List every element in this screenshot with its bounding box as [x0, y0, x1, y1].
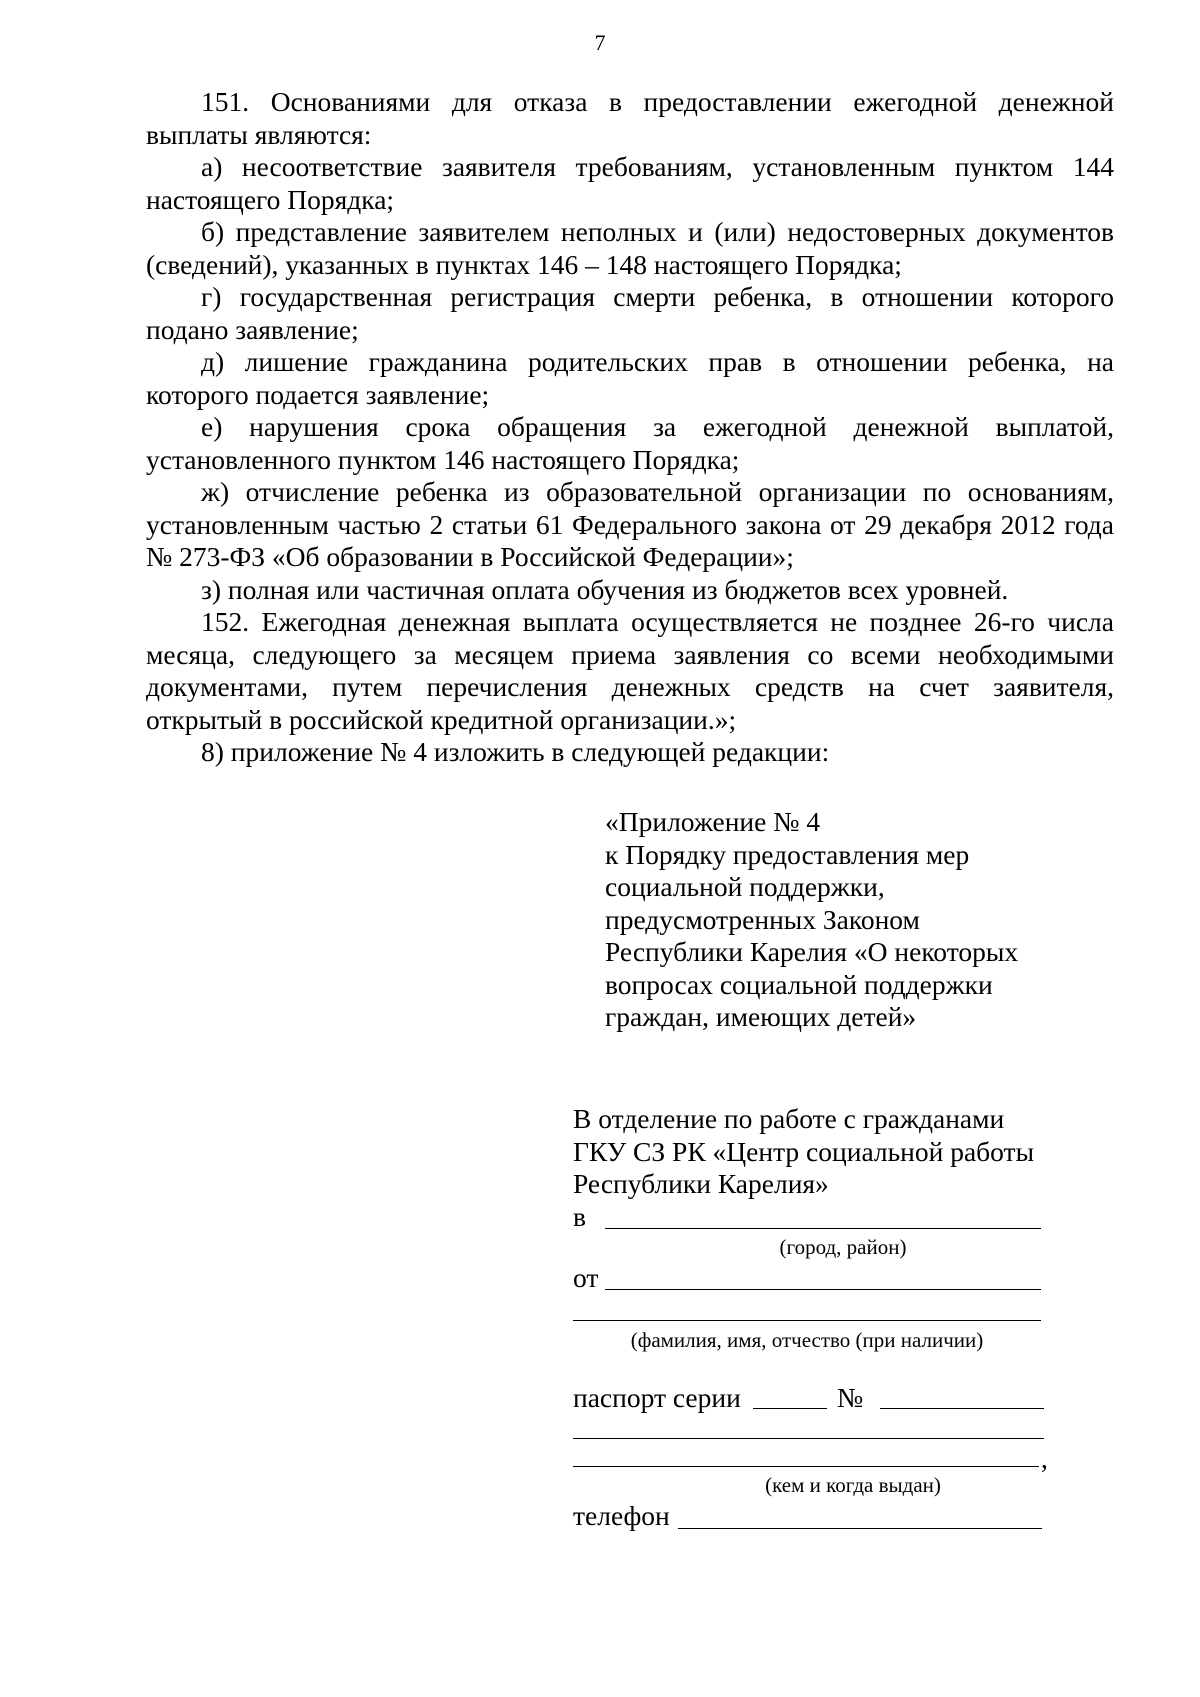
paragraph-151-e: е) нарушения срока обращения за ежегодной денежной выплатой, установленного пунктом 146 настоящего Порядка;	[146, 411, 1114, 475]
paragraph-151-zh: ж) отчисление ребенка из образовательной организации по основаниям, установленным частью 2 статьи 61 Федерального закона от 29 декабря 2012 года № 273-ФЗ «Об образовании в Российской Федерации»;	[146, 476, 1114, 572]
passport-issued-field[interactable]	[573, 1438, 1044, 1439]
appendix-line: вопросах социальной поддержки	[605, 968, 993, 1000]
from-label: от	[573, 1262, 599, 1293]
phone-label: телефон	[573, 1500, 670, 1531]
paragraph-151-a: а) несоответствие заявителя требованиям, установленным пунктом 144 настоящего Порядка;	[146, 151, 1114, 215]
city-field[interactable]	[605, 1228, 1041, 1229]
applicant-name-field[interactable]	[605, 1289, 1041, 1290]
page-number: 7	[594, 30, 606, 55]
phone-field[interactable]	[678, 1528, 1042, 1529]
passport-number-field[interactable]	[880, 1408, 1044, 1409]
paragraph-151-z: з) полная или частичная оплата обучения из бюджетов всех уровней.	[201, 573, 1009, 605]
paragraph-151-d: д) лишение гражданина родительских прав в отношении ребенка, на которого подается заявление;	[146, 346, 1114, 410]
passport-series-field[interactable]	[753, 1408, 827, 1409]
appendix-line: граждан, имеющих детей»	[605, 1001, 917, 1032]
appendix-line: социальной поддержки,	[605, 871, 885, 902]
issued-comma: ,	[1041, 1443, 1048, 1474]
paragraph-151-b: б) представление заявителем неполных и (или) недостоверных документов (сведений), указанных в пунктах 146 – 148 настоящего Порядка;	[146, 216, 1114, 280]
passport-number-sign: №	[837, 1382, 864, 1413]
city-label: в	[573, 1201, 586, 1232]
addressee-line: В отделение по работе с гражданами	[573, 1103, 1005, 1134]
appendix-heading	[605, 806, 1125, 1034]
issued-caption: (кем и когда выдан)	[765, 1473, 941, 1497]
paragraph-151-g: г) государственная регистрация смерти ребенка, в отношении которого подано заявление;	[146, 281, 1114, 345]
addressee-line: ГКУ СЗ РК «Центр социальной работы	[573, 1135, 1035, 1167]
passport-issued-field-continued[interactable]	[573, 1466, 1039, 1467]
addressee-block	[573, 1103, 1073, 1201]
paragraph-151: 151. Основаниями для отказа в предоставлении ежегодной денежной выплаты являются:	[146, 86, 1114, 150]
main-text	[146, 86, 1114, 769]
addressee-line: Республики Карелия»	[573, 1168, 829, 1199]
appendix-line: «Приложение № 4	[605, 806, 821, 837]
appendix-line: Республики Карелия «О некоторых	[605, 936, 1019, 967]
city-caption: (город, район)	[779, 1235, 907, 1259]
appendix-line: предусмотренных Законом	[605, 903, 920, 935]
paragraph-152: 152. Ежегодная денежная выплата осуществляется не позднее 26-го числа месяца, следующего за месяцем приема заявления со всеми необходимыми документами, путем перечисления денежных средств на счет заявителя, открытый в российской кредитной организации.»;	[146, 606, 1114, 735]
name-caption: (фамилия, имя, отчество (при наличии)	[630, 1328, 984, 1352]
passport-series-label: паспорт серии	[573, 1382, 741, 1413]
appendix-line: к Порядку предоставления мер	[605, 838, 970, 870]
applicant-name-field-continued[interactable]	[573, 1320, 1041, 1321]
paragraph-item-8: 8) приложение № 4 изложить в следующей редакции:	[201, 736, 830, 767]
